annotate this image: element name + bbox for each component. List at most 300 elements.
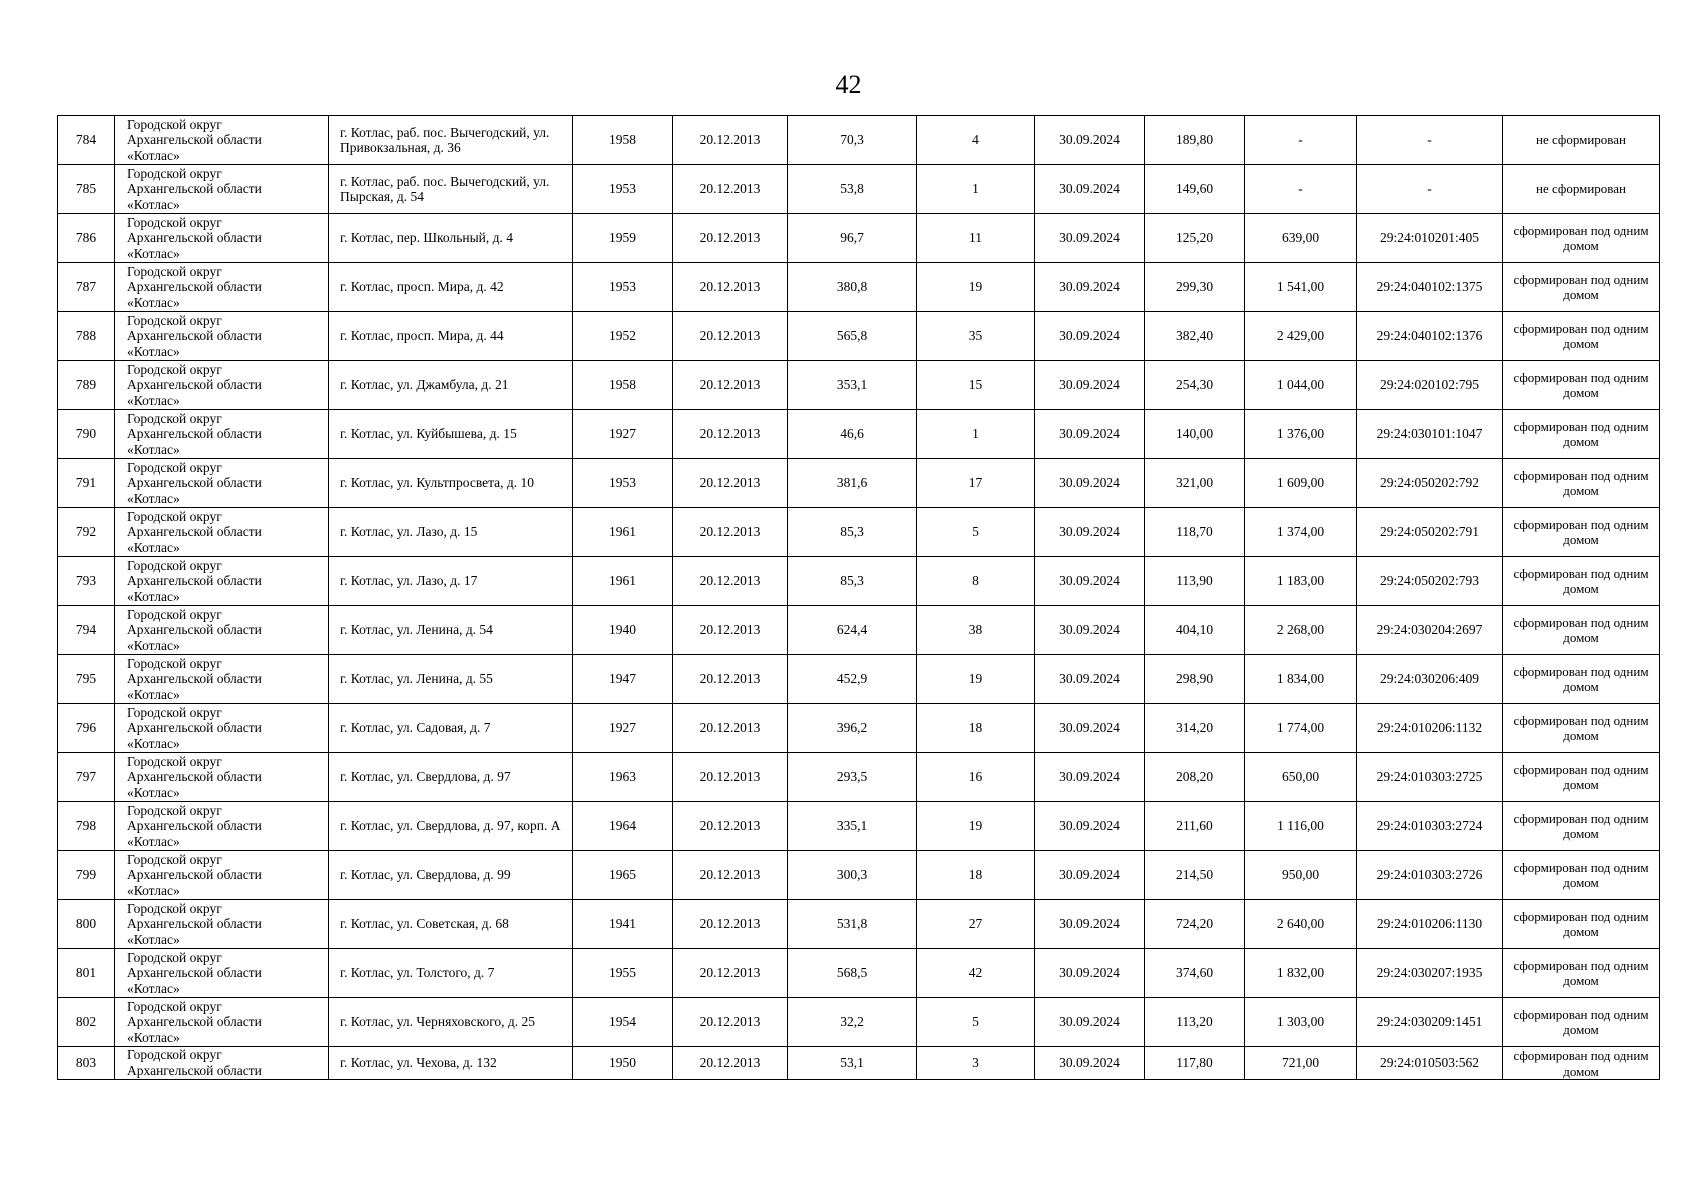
cadastral-number-cell: 29:24:030209:1451 xyxy=(1357,998,1503,1047)
address-cell: г. Котлас, раб. пос. Вычегодский, ул. Привокзальная, д. 36 xyxy=(329,116,573,165)
land-status-cell: сформирован под одним домом xyxy=(1503,557,1660,606)
cadastral-number-cell: 29:24:030206:409 xyxy=(1357,655,1503,704)
row-number-cell: 785 xyxy=(58,165,115,214)
year-built-cell: 1927 xyxy=(573,704,673,753)
address-cell: г. Котлас, ул. Свердлова, д. 99 xyxy=(329,851,573,900)
land-status-cell: сформирован под одним домом xyxy=(1503,263,1660,312)
address-cell: г. Котлас, ул. Толстого, д. 7 xyxy=(329,949,573,998)
owner-text: Городской округ Архангельской области «Котлас» xyxy=(127,655,262,702)
table-body xyxy=(58,116,1660,1080)
owner-text: Городской округ Архангельской области «Котлас» xyxy=(127,606,262,653)
area-cell: 565,8 xyxy=(788,312,917,361)
recognition-date-cell: 20.12.2013 xyxy=(673,263,788,312)
value-cell: 208,20 xyxy=(1145,753,1245,802)
land-status-cell: сформирован под одним домом xyxy=(1503,704,1660,753)
owner-text-wrap xyxy=(127,362,322,409)
housing-register-table xyxy=(57,115,1660,1080)
area-cell: 396,2 xyxy=(788,704,917,753)
cadastral-number-cell: 29:24:010206:1132 xyxy=(1357,704,1503,753)
cadastral-number-cell: 29:24:010201:405 xyxy=(1357,214,1503,263)
owner-text: Городской округ Архангельской области «Котлас» xyxy=(127,851,262,898)
address-cell: г. Котлас, ул. Лазо, д. 17 xyxy=(329,557,573,606)
land-status-cell: не сформирован xyxy=(1503,165,1660,214)
owner-text: Городской округ Архангельской области «Котлас» xyxy=(127,459,262,506)
year-built-cell: 1959 xyxy=(573,214,673,263)
owner-text-wrap xyxy=(127,705,322,752)
residents-cell: 19 xyxy=(917,802,1035,851)
area-cell: 53,8 xyxy=(788,165,917,214)
recognition-date-cell: 20.12.2013 xyxy=(673,557,788,606)
owner-text-wrap xyxy=(127,656,322,703)
value-cell: 314,20 xyxy=(1145,704,1245,753)
owner-text-wrap xyxy=(127,117,322,164)
land-area-cell: 650,00 xyxy=(1245,753,1357,802)
area-cell: 293,5 xyxy=(788,753,917,802)
table-row xyxy=(58,802,1660,851)
cadastral-number-cell: 29:24:010303:2724 xyxy=(1357,802,1503,851)
owner-cell xyxy=(115,1047,329,1080)
land-area-cell: 950,00 xyxy=(1245,851,1357,900)
row-number-cell: 798 xyxy=(58,802,115,851)
land-area-cell: 1 116,00 xyxy=(1245,802,1357,851)
page-number: 42 xyxy=(835,70,862,99)
row-number-cell: 793 xyxy=(58,557,115,606)
land-area-cell: 1 376,00 xyxy=(1245,410,1357,459)
value-cell: 211,60 xyxy=(1145,802,1245,851)
residents-cell: 19 xyxy=(917,263,1035,312)
row-number-cell: 790 xyxy=(58,410,115,459)
year-built-cell: 1964 xyxy=(573,802,673,851)
recognition-date-cell: 20.12.2013 xyxy=(673,508,788,557)
owner-cell xyxy=(115,851,329,900)
report-date-cell: 30.09.2024 xyxy=(1035,998,1145,1047)
address-cell: г. Котлас, ул. Свердлова, д. 97 xyxy=(329,753,573,802)
owner-text: Городской округ Архангельской области «Котлас» xyxy=(127,704,262,751)
residents-cell: 38 xyxy=(917,606,1035,655)
table-row xyxy=(58,361,1660,410)
area-cell: 96,7 xyxy=(788,214,917,263)
owner-cell xyxy=(115,557,329,606)
land-area-cell: 1 774,00 xyxy=(1245,704,1357,753)
land-status-cell: не сформирован xyxy=(1503,116,1660,165)
owner-text: Городской округ Архангельской области «Котлас» xyxy=(127,949,262,996)
recognition-date-cell: 20.12.2013 xyxy=(673,704,788,753)
row-number-cell: 797 xyxy=(58,753,115,802)
land-area-cell: - xyxy=(1245,165,1357,214)
owner-text: Городской округ Архангельской области «Котлас» xyxy=(127,557,262,604)
address-cell: г. Котлас, пер. Школьный, д. 4 xyxy=(329,214,573,263)
residents-cell: 4 xyxy=(917,116,1035,165)
recognition-date-cell: 20.12.2013 xyxy=(673,655,788,704)
area-cell: 70,3 xyxy=(788,116,917,165)
year-built-cell: 1953 xyxy=(573,263,673,312)
year-built-cell: 1958 xyxy=(573,116,673,165)
value-cell: 254,30 xyxy=(1145,361,1245,410)
recognition-date-cell: 20.12.2013 xyxy=(673,214,788,263)
address-cell: г. Котлас, ул. Ленина, д. 55 xyxy=(329,655,573,704)
row-number-cell: 796 xyxy=(58,704,115,753)
cadastral-number-cell: 29:24:010206:1130 xyxy=(1357,900,1503,949)
value-cell: 189,80 xyxy=(1145,116,1245,165)
owner-cell xyxy=(115,802,329,851)
report-date-cell: 30.09.2024 xyxy=(1035,655,1145,704)
owner-text-wrap xyxy=(127,607,322,654)
owner-text: Городской округ Архангельской области xyxy=(127,1047,262,1078)
owner-text-wrap xyxy=(127,460,322,507)
year-built-cell: 1953 xyxy=(573,459,673,508)
recognition-date-cell: 20.12.2013 xyxy=(673,312,788,361)
table-row xyxy=(58,949,1660,998)
residents-cell: 16 xyxy=(917,753,1035,802)
land-status-cell: сформирован под одним домом xyxy=(1503,900,1660,949)
table-row xyxy=(58,165,1660,214)
value-cell: 298,90 xyxy=(1145,655,1245,704)
owner-cell xyxy=(115,704,329,753)
land-area-cell: 1 609,00 xyxy=(1245,459,1357,508)
value-cell: 724,20 xyxy=(1145,900,1245,949)
report-date-cell: 30.09.2024 xyxy=(1035,704,1145,753)
owner-cell xyxy=(115,998,329,1047)
area-cell: 381,6 xyxy=(788,459,917,508)
table-row xyxy=(58,312,1660,361)
address-cell: г. Котлас, ул. Культпросвета, д. 10 xyxy=(329,459,573,508)
owner-text: Городской округ Архангельской области «Котлас» xyxy=(127,508,262,555)
recognition-date-cell: 20.12.2013 xyxy=(673,116,788,165)
land-status-cell: сформирован под одним домом xyxy=(1503,655,1660,704)
area-cell: 568,5 xyxy=(788,949,917,998)
land-area-cell: - xyxy=(1245,116,1357,165)
row-number-cell: 784 xyxy=(58,116,115,165)
area-cell: 46,6 xyxy=(788,410,917,459)
cadastral-number-cell: - xyxy=(1357,116,1503,165)
year-built-cell: 1927 xyxy=(573,410,673,459)
owner-cell xyxy=(115,214,329,263)
cadastral-number-cell: 29:24:010303:2725 xyxy=(1357,753,1503,802)
row-number-cell: 800 xyxy=(58,900,115,949)
address-cell: г. Котлас, ул. Ленина, д. 54 xyxy=(329,606,573,655)
row-number-cell: 795 xyxy=(58,655,115,704)
year-built-cell: 1954 xyxy=(573,998,673,1047)
owner-cell xyxy=(115,312,329,361)
land-status-cell: сформирован под одним домом xyxy=(1503,851,1660,900)
recognition-date-cell: 20.12.2013 xyxy=(673,949,788,998)
recognition-date-cell: 20.12.2013 xyxy=(673,410,788,459)
address-cell: г. Котлас, ул. Джамбула, д. 21 xyxy=(329,361,573,410)
land-area-cell: 1 541,00 xyxy=(1245,263,1357,312)
land-area-cell: 2 268,00 xyxy=(1245,606,1357,655)
cadastral-number-cell: 29:24:050202:792 xyxy=(1357,459,1503,508)
value-cell: 299,30 xyxy=(1145,263,1245,312)
land-status-cell: сформирован под одним домом xyxy=(1503,802,1660,851)
row-number-cell: 786 xyxy=(58,214,115,263)
report-date-cell: 30.09.2024 xyxy=(1035,410,1145,459)
row-number-cell: 787 xyxy=(58,263,115,312)
owner-text-wrap xyxy=(127,411,322,458)
value-cell: 113,20 xyxy=(1145,998,1245,1047)
address-cell: г. Котлас, просп. Мира, д. 44 xyxy=(329,312,573,361)
table-row xyxy=(58,753,1660,802)
value-cell: 382,40 xyxy=(1145,312,1245,361)
cadastral-number-cell: 29:24:040102:1376 xyxy=(1357,312,1503,361)
value-cell: 117,80 xyxy=(1145,1047,1245,1080)
row-number-cell: 799 xyxy=(58,851,115,900)
report-date-cell: 30.09.2024 xyxy=(1035,312,1145,361)
residents-cell: 18 xyxy=(917,851,1035,900)
cadastral-number-cell: 29:24:050202:793 xyxy=(1357,557,1503,606)
report-date-cell: 30.09.2024 xyxy=(1035,606,1145,655)
owner-cell xyxy=(115,361,329,410)
report-date-cell: 30.09.2024 xyxy=(1035,214,1145,263)
row-number-cell: 792 xyxy=(58,508,115,557)
owner-text-wrap xyxy=(127,558,322,605)
row-number-cell: 803 xyxy=(58,1047,115,1080)
year-built-cell: 1947 xyxy=(573,655,673,704)
land-area-cell: 2 640,00 xyxy=(1245,900,1357,949)
cadastral-number-cell: 29:24:030101:1047 xyxy=(1357,410,1503,459)
owner-cell xyxy=(115,165,329,214)
owner-text-wrap xyxy=(127,215,322,262)
owner-text-wrap xyxy=(127,754,322,801)
value-cell: 321,00 xyxy=(1145,459,1245,508)
area-cell: 300,3 xyxy=(788,851,917,900)
land-area-cell: 1 832,00 xyxy=(1245,949,1357,998)
value-cell: 214,50 xyxy=(1145,851,1245,900)
land-area-cell: 1 303,00 xyxy=(1245,998,1357,1047)
value-cell: 125,20 xyxy=(1145,214,1245,263)
year-built-cell: 1941 xyxy=(573,900,673,949)
residents-cell: 8 xyxy=(917,557,1035,606)
residents-cell: 17 xyxy=(917,459,1035,508)
value-cell: 404,10 xyxy=(1145,606,1245,655)
land-status-cell: сформирован под одним домом xyxy=(1503,508,1660,557)
row-number-cell: 788 xyxy=(58,312,115,361)
address-cell: г. Котлас, просп. Мира, д. 42 xyxy=(329,263,573,312)
land-status-cell: сформирован под одним домом xyxy=(1503,410,1660,459)
owner-cell xyxy=(115,116,329,165)
table-row xyxy=(58,851,1660,900)
residents-cell: 35 xyxy=(917,312,1035,361)
recognition-date-cell: 20.12.2013 xyxy=(673,361,788,410)
owner-cell xyxy=(115,459,329,508)
land-area-cell: 1 183,00 xyxy=(1245,557,1357,606)
land-status-cell: сформирован под одним домом xyxy=(1503,998,1660,1047)
residents-cell: 15 xyxy=(917,361,1035,410)
recognition-date-cell: 20.12.2013 xyxy=(673,900,788,949)
table-row xyxy=(58,998,1660,1047)
report-date-cell: 30.09.2024 xyxy=(1035,802,1145,851)
address-cell: г. Котлас, ул. Лазо, д. 15 xyxy=(329,508,573,557)
value-cell: 113,90 xyxy=(1145,557,1245,606)
owner-text: Городской округ Архангельской области «Котлас» xyxy=(127,998,262,1045)
land-status-cell: сформирован под одним домом xyxy=(1503,459,1660,508)
owner-text-wrap xyxy=(127,999,322,1046)
recognition-date-cell: 20.12.2013 xyxy=(673,851,788,900)
land-area-cell: 639,00 xyxy=(1245,214,1357,263)
owner-cell xyxy=(115,949,329,998)
address-cell: г. Котлас, ул. Садовая, д. 7 xyxy=(329,704,573,753)
address-cell: г. Котлас, ул. Свердлова, д. 97, корп. А xyxy=(329,802,573,851)
cadastral-number-cell: 29:24:030204:2697 xyxy=(1357,606,1503,655)
owner-cell xyxy=(115,606,329,655)
row-number-cell: 789 xyxy=(58,361,115,410)
area-cell: 624,4 xyxy=(788,606,917,655)
recognition-date-cell: 20.12.2013 xyxy=(673,1047,788,1080)
table-row xyxy=(58,410,1660,459)
value-cell: 149,60 xyxy=(1145,165,1245,214)
owner-text: Городской округ Архангельской области «Котлас» xyxy=(127,116,262,163)
owner-text-wrap xyxy=(127,264,322,311)
recognition-date-cell: 20.12.2013 xyxy=(673,165,788,214)
owner-text: Городской округ Архангельской области «Котлас» xyxy=(127,214,262,261)
land-area-cell: 1 044,00 xyxy=(1245,361,1357,410)
owner-text: Городской округ Архангельской области «Котлас» xyxy=(127,410,262,457)
owner-text: Городской округ Архангельской области «Котлас» xyxy=(127,900,262,947)
recognition-date-cell: 20.12.2013 xyxy=(673,802,788,851)
cadastral-number-cell: 29:24:020102:795 xyxy=(1357,361,1503,410)
owner-text: Городской округ Архангельской области «Котлас» xyxy=(127,263,262,310)
owner-text-wrap xyxy=(127,950,322,997)
report-date-cell: 30.09.2024 xyxy=(1035,851,1145,900)
year-built-cell: 1963 xyxy=(573,753,673,802)
residents-cell: 5 xyxy=(917,508,1035,557)
owner-cell xyxy=(115,263,329,312)
year-built-cell: 1965 xyxy=(573,851,673,900)
residents-cell: 11 xyxy=(917,214,1035,263)
area-cell: 32,2 xyxy=(788,998,917,1047)
owner-cell xyxy=(115,655,329,704)
area-cell: 53,1 xyxy=(788,1047,917,1080)
table-row xyxy=(58,116,1660,165)
report-date-cell: 30.09.2024 xyxy=(1035,557,1145,606)
residents-cell: 1 xyxy=(917,410,1035,459)
owner-text-wrap xyxy=(127,1047,322,1078)
owner-text-wrap xyxy=(127,803,322,850)
owner-text-wrap xyxy=(127,901,322,948)
address-cell: г. Котлас, ул. Черняховского, д. 25 xyxy=(329,998,573,1047)
area-cell: 380,8 xyxy=(788,263,917,312)
land-status-cell: сформирован под одним домом xyxy=(1503,1047,1660,1080)
land-area-cell: 721,00 xyxy=(1245,1047,1357,1080)
cadastral-number-cell: 29:24:040102:1375 xyxy=(1357,263,1503,312)
year-built-cell: 1961 xyxy=(573,508,673,557)
land-status-cell: сформирован под одним домом xyxy=(1503,312,1660,361)
residents-cell: 18 xyxy=(917,704,1035,753)
land-status-cell: сформирован под одним домом xyxy=(1503,606,1660,655)
owner-text: Городской округ Архангельской области «Котлас» xyxy=(127,312,262,359)
row-number-cell: 791 xyxy=(58,459,115,508)
area-cell: 335,1 xyxy=(788,802,917,851)
cadastral-number-cell: 29:24:010303:2726 xyxy=(1357,851,1503,900)
residents-cell: 42 xyxy=(917,949,1035,998)
land-status-cell: сформирован под одним домом xyxy=(1503,214,1660,263)
residents-cell: 27 xyxy=(917,900,1035,949)
report-date-cell: 30.09.2024 xyxy=(1035,753,1145,802)
report-date-cell: 30.09.2024 xyxy=(1035,1047,1145,1080)
address-cell: г. Котлас, раб. пос. Вычегодский, ул. Пырская, д. 54 xyxy=(329,165,573,214)
year-built-cell: 1953 xyxy=(573,165,673,214)
cadastral-number-cell: 29:24:050202:791 xyxy=(1357,508,1503,557)
address-cell: г. Котлас, ул. Куйбышева, д. 15 xyxy=(329,410,573,459)
row-number-cell: 794 xyxy=(58,606,115,655)
row-number-cell: 802 xyxy=(58,998,115,1047)
area-cell: 531,8 xyxy=(788,900,917,949)
value-cell: 374,60 xyxy=(1145,949,1245,998)
report-date-cell: 30.09.2024 xyxy=(1035,949,1145,998)
report-date-cell: 30.09.2024 xyxy=(1035,361,1145,410)
table-row xyxy=(58,655,1660,704)
table-row xyxy=(58,459,1660,508)
year-built-cell: 1952 xyxy=(573,312,673,361)
table-row xyxy=(58,214,1660,263)
owner-text-wrap xyxy=(127,509,322,556)
recognition-date-cell: 20.12.2013 xyxy=(673,459,788,508)
recognition-date-cell: 20.12.2013 xyxy=(673,998,788,1047)
table-row xyxy=(58,900,1660,949)
cadastral-number-cell: - xyxy=(1357,165,1503,214)
owner-text: Городской округ Архангельской области «Котлас» xyxy=(127,802,262,849)
residents-cell: 19 xyxy=(917,655,1035,704)
cadastral-number-cell: 29:24:010503:562 xyxy=(1357,1047,1503,1080)
owner-cell xyxy=(115,508,329,557)
table-row xyxy=(58,263,1660,312)
owner-text: Городской округ Архангельской области «Котлас» xyxy=(127,753,262,800)
year-built-cell: 1940 xyxy=(573,606,673,655)
recognition-date-cell: 20.12.2013 xyxy=(673,753,788,802)
table-row xyxy=(58,557,1660,606)
report-date-cell: 30.09.2024 xyxy=(1035,459,1145,508)
table-row xyxy=(58,508,1660,557)
recognition-date-cell: 20.12.2013 xyxy=(673,606,788,655)
year-built-cell: 1958 xyxy=(573,361,673,410)
report-date-cell: 30.09.2024 xyxy=(1035,900,1145,949)
year-built-cell: 1950 xyxy=(573,1047,673,1080)
report-date-cell: 30.09.2024 xyxy=(1035,263,1145,312)
residents-cell: 1 xyxy=(917,165,1035,214)
owner-text-wrap xyxy=(127,166,322,213)
cadastral-number-cell: 29:24:030207:1935 xyxy=(1357,949,1503,998)
report-date-cell: 30.09.2024 xyxy=(1035,116,1145,165)
address-cell: г. Котлас, ул. Советская, д. 68 xyxy=(329,900,573,949)
table-row xyxy=(58,1047,1660,1080)
owner-cell xyxy=(115,900,329,949)
table-row xyxy=(58,704,1660,753)
land-status-cell: сформирован под одним домом xyxy=(1503,949,1660,998)
area-cell: 85,3 xyxy=(788,508,917,557)
land-status-cell: сформирован под одним домом xyxy=(1503,753,1660,802)
land-area-cell: 1 374,00 xyxy=(1245,508,1357,557)
owner-text: Городской округ Архангельской области «Котлас» xyxy=(127,165,262,212)
land-area-cell: 2 429,00 xyxy=(1245,312,1357,361)
land-status-cell: сформирован под одним домом xyxy=(1503,361,1660,410)
owner-cell xyxy=(115,410,329,459)
owner-text-wrap xyxy=(127,313,322,360)
area-cell: 353,1 xyxy=(788,361,917,410)
year-built-cell: 1955 xyxy=(573,949,673,998)
table-row xyxy=(58,606,1660,655)
report-date-cell: 30.09.2024 xyxy=(1035,165,1145,214)
area-cell: 452,9 xyxy=(788,655,917,704)
owner-text: Городской округ Архангельской области «Котлас» xyxy=(127,361,262,408)
report-date-cell: 30.09.2024 xyxy=(1035,508,1145,557)
value-cell: 140,00 xyxy=(1145,410,1245,459)
owner-cell xyxy=(115,753,329,802)
row-number-cell: 801 xyxy=(58,949,115,998)
area-cell: 85,3 xyxy=(788,557,917,606)
land-area-cell: 1 834,00 xyxy=(1245,655,1357,704)
residents-cell: 5 xyxy=(917,998,1035,1047)
owner-text-wrap xyxy=(127,852,322,899)
residents-cell: 3 xyxy=(917,1047,1035,1080)
